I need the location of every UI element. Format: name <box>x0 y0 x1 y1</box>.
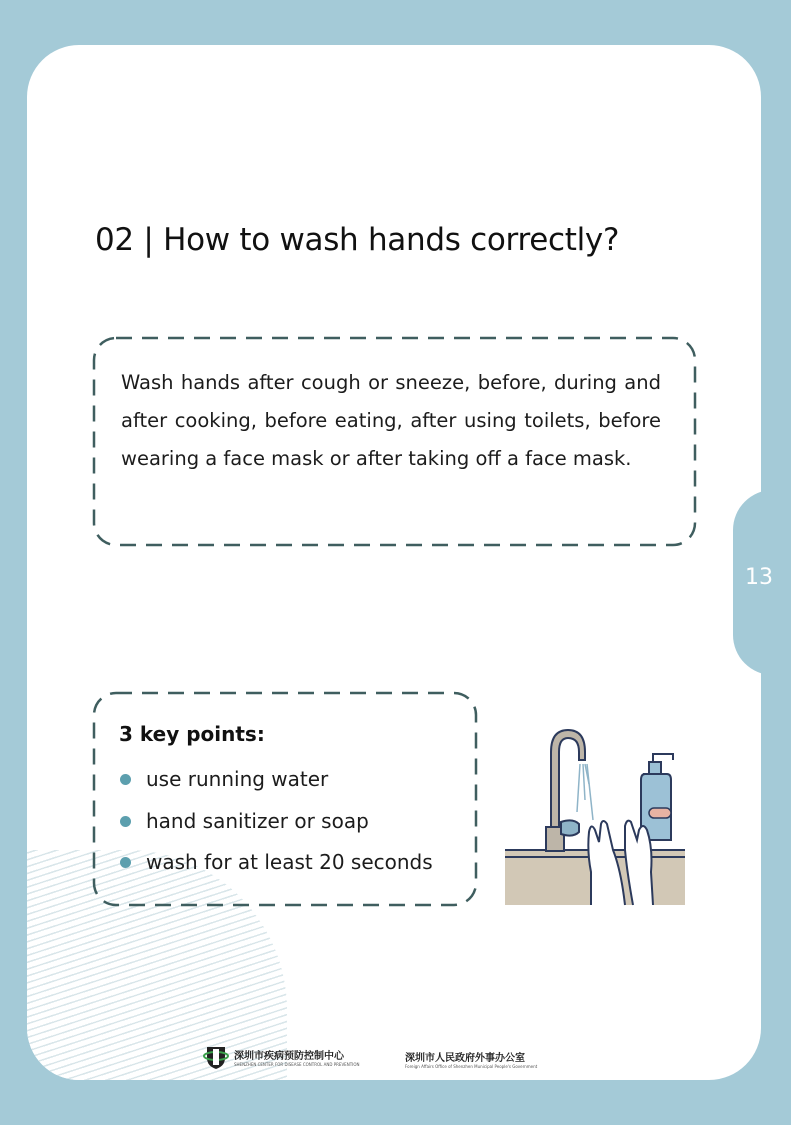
key-point-text: use running water <box>146 767 329 791</box>
bullet-icon <box>120 816 131 827</box>
bullet-icon <box>120 774 131 785</box>
key-point-item <box>119 767 328 791</box>
key-points-heading: 3 key points: <box>119 722 265 746</box>
cdc-logo <box>203 1044 359 1070</box>
cdc-name-cn: 深圳市疾病预防控制中心 <box>234 1051 344 1062</box>
page-card <box>27 45 761 1080</box>
key-point-text: hand sanitizer or soap <box>146 809 369 833</box>
intro-text: Wash hands after cough or sneeze, before, during and after cooking, before eating, after using toilets, before wearing a face mask or after taking off a face mask. <box>121 371 661 470</box>
key-point-text: wash for at least 20 seconds <box>146 850 433 874</box>
key-point-item <box>119 850 433 874</box>
handwashing-sink-icon <box>503 722 688 907</box>
fao-name-en: Foreign Affairs Office of Shenzhen Municipal People's Government <box>405 1064 538 1069</box>
page-number: 13 <box>745 565 773 590</box>
bullet-icon <box>120 857 131 868</box>
shield-logo-icon <box>203 1044 229 1070</box>
page-title: 02 | How to wash hands correctly? <box>95 222 620 258</box>
cdc-name-en: SHENZHEN CENTER FOR DISEASE CONTROL AND PREVENTION <box>234 1062 360 1067</box>
foreign-affairs-logo <box>405 1049 537 1069</box>
key-point-item <box>119 809 369 833</box>
fao-name-cn: 深圳市人民政府外事办公室 <box>405 1053 525 1064</box>
